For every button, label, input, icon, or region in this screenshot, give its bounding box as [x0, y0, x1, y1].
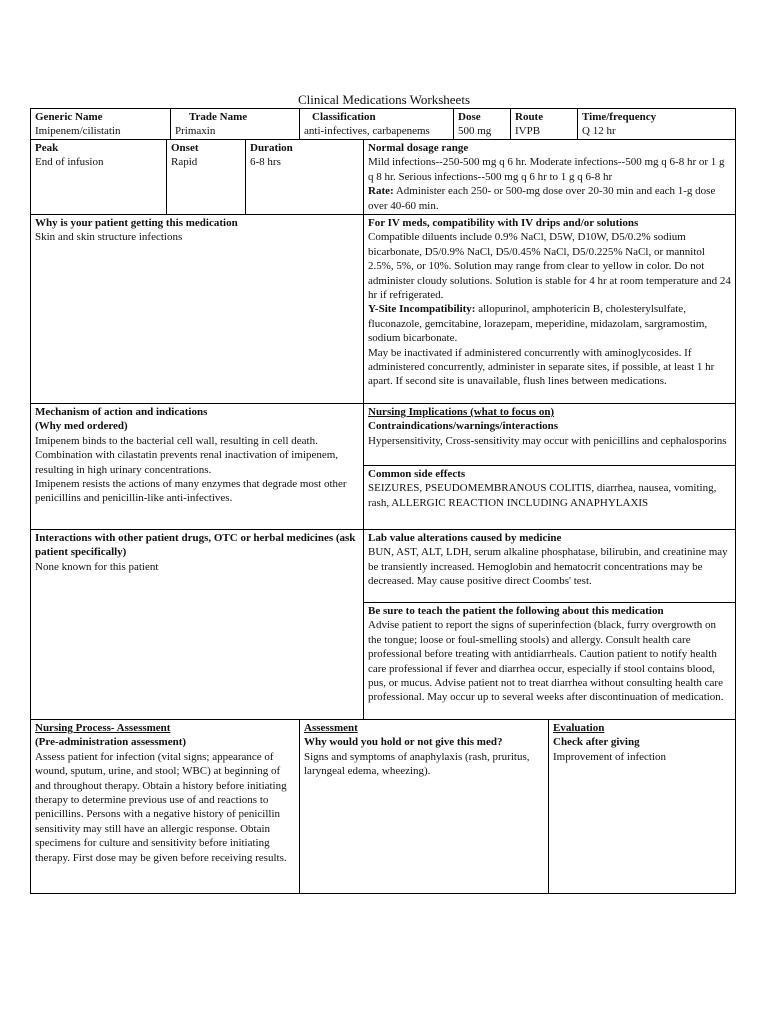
assessment-text: Signs and symptoms of anaphylaxis (rash, pruritus, laryngeal edema, wheezing).: [304, 750, 530, 778]
mechanism-label: Mechanism of action and indications: [35, 406, 208, 418]
classification-value: anti-infectives, carbapenems: [304, 125, 430, 138]
evaluation-label: Evaluation: [553, 722, 605, 734]
pre-administration-label: (Pre-administration assessment): [35, 736, 187, 749]
hold-med-label: Why would you hold or not give this med?: [304, 736, 503, 749]
route-cell: [511, 109, 578, 140]
nursing-implications-label: Nursing Implications (what to focus on): [368, 406, 555, 418]
dose-label: Dose: [458, 111, 481, 123]
nursing-implications-cell: [364, 404, 735, 466]
dose-cell: [454, 109, 511, 140]
teach-patient-cell: [364, 603, 735, 720]
iv-compatibility-label: For IV meds, compatibility with IV drips and/or solutions: [368, 217, 639, 229]
dosage-range-label: Normal dosage range: [368, 142, 469, 154]
time-frequency-value: Q 12 hr: [582, 125, 616, 138]
check-after-giving-label: Check after giving: [553, 736, 640, 749]
mechanism-text-2: Imipenem resists the actions of many enzymes that degrade most other penicillins and penicillin-like anti-infectives.: [35, 478, 347, 505]
why-med-ordered-label: (Why med ordered): [35, 420, 128, 433]
contraindications-label: Contraindications/warnings/interactions: [368, 420, 559, 433]
page-title: Clinical Medications Worksheets: [297, 92, 470, 107]
route-value: IVPB: [515, 125, 541, 138]
time-frequency-cell: [578, 109, 735, 140]
onset-label: Onset: [171, 142, 199, 154]
onset-cell: [167, 140, 246, 215]
lab-values-label: Lab value alterations caused by medicine: [368, 532, 562, 544]
dose-value: 500 mg: [458, 125, 492, 138]
contraindications-text: Hypersensitivity, Cross-sensitivity may occur with penicillins and cephalosporins: [368, 434, 727, 447]
rate-label: Rate:: [368, 185, 394, 198]
peak-label: Peak: [35, 142, 59, 154]
route-label: Route: [515, 111, 544, 123]
rate-line: [368, 184, 731, 213]
side-effects-cell: [364, 466, 735, 530]
iv-compatibility-text: Compatible diluents include 0.9% NaCl, D5W, D10W, D5/0.2% sodium bicarbonate, D5/0.9% NaCl, D5/0.45% NaCl, D5/0.225% NaCl, or mannitol 2.5%, 5%, or 10%. Solution may range from clear to yellow in color. Do not administer cloudy solutions. Solution is stable for 4 hr at room temperature and 24 hr if refrigerated.: [368, 231, 731, 302]
interactions-text: None known for this patient: [35, 560, 159, 573]
rate-text: Administer each 250- or 500-mg dose over 20-30 min and each 1-g dose over 40-60 min.: [368, 185, 716, 212]
generic-name-value: Imipenem/cilistatin: [35, 125, 121, 138]
dosage-range-cell: [364, 140, 735, 215]
peak-value: End of infusion: [35, 156, 104, 169]
mechanism-cell: [31, 404, 364, 530]
trade-name-label: Trade Name: [189, 111, 248, 123]
duration-cell: [246, 140, 364, 215]
classification-cell: [300, 109, 454, 140]
why-medication-text: Skin and skin structure infections: [35, 231, 183, 244]
generic-name-cell: [31, 109, 171, 140]
nursing-process-cell: [31, 720, 300, 893]
side-effects-label: Common side effects: [368, 468, 466, 480]
ysite-text: allopurinol, amphotericin B, cholesterylsulfate, fluconazole, gemcitabine, lorazepam, meperidine, midazolam, sargramostim, sodium bicarbonate.: [368, 303, 708, 345]
iv-inactivation-text: May be inactivated if administered concurrently with aminoglycosides. If administered concurrently, administer in separate sites, if possible, at least 1 hr apart. If second site is unavailable, flush lines between medications.: [368, 346, 715, 388]
why-medication-label: Why is your patient getting this medication: [35, 217, 238, 229]
trade-name-cell: [171, 109, 300, 140]
interactions-cell: [31, 530, 364, 720]
dosage-range-text: Mild infections--250-500 mg q 6 hr. Moderate infections--500 mg q 6-8 hr or 1 g q 8 hr. Serious infections--500 mg q 6 hr to 1 g q 6-8 hr: [368, 156, 725, 183]
interactions-label: Interactions with other patient drugs, OTC or herbal medicines (ask patient specifically): [35, 532, 356, 559]
ysite-label: Y-Site Incompatibility:: [368, 303, 476, 316]
classification-label: Classification: [312, 111, 376, 123]
duration-label: Duration: [250, 142, 293, 154]
mechanism-text-1: Imipenem binds to the bacterial cell wall, resulting in cell death. Combination with cilastatin prevents renal inactivation of imipenem, resulting in high urinary concentrations.: [35, 434, 339, 476]
duration-value: 6-8 hrs: [250, 156, 281, 169]
nursing-process-text: Assess patient for infection (vital signs; appearance of wound, sputum, urine, and stool; WBC) at beginning of and throughout therapy. Obtain a history before initiating therapy to determine previous use of and reactions to penicillins. Persons with a negative history of penicillin sensitivity may still have an allergic response. Obtain specimens for culture and sensitivity before initiating therapy. First dose may be given before receiving results.: [35, 750, 287, 864]
iv-compatibility-cell: [364, 215, 735, 404]
generic-name-label: Generic Name: [35, 111, 103, 123]
ysite-line: [368, 302, 731, 345]
lab-values-text: BUN, AST, ALT, LDH, serum alkaline phosphatase, bilirubin, and creatinine may be transiently increased. Hemoglobin and hematocrit concentrations may be decreased. May cause positive direct Coombs' test.: [368, 546, 728, 588]
assessment-label: Assessment: [304, 722, 358, 734]
peak-cell: [31, 140, 167, 215]
why-medication-cell: [31, 215, 364, 404]
teach-patient-label: Be sure to teach the patient the following about this medication: [368, 605, 664, 617]
evaluation-cell: [549, 720, 735, 893]
lab-values-cell: [364, 530, 735, 603]
evaluation-text: Improvement of infection: [553, 750, 667, 763]
side-effects-text: SEIZURES, PSEUDOMEMBRANOUS COLITIS, diarrhea, nausea, vomiting, rash, ALLERGIC REACTION INCLUDING ANAPHYLAXIS: [368, 482, 717, 509]
medication-worksheet-table: [30, 108, 736, 894]
teach-patient-text: Advise patient to report the signs of superinfection (black, furry overgrowth on the tongue; loose or foul-smelling stools) and allergy. Consult health care professional before treating with antidiarrheals. Caution patient to notify health care professional if fever and diarrhea occur, especially if stool contains blood, pus, or mucus. Advise patient not to treat diarrhea without consulting health care professional. May occur up to several weeks after discontinuation of medication.: [368, 619, 724, 704]
assessment-cell: [300, 720, 549, 893]
time-frequency-label: Time/frequency: [582, 111, 657, 123]
trade-name-value: Primaxin: [175, 125, 216, 138]
onset-value: Rapid: [171, 156, 198, 169]
nursing-process-label: Nursing Process- Assessment: [35, 722, 171, 734]
